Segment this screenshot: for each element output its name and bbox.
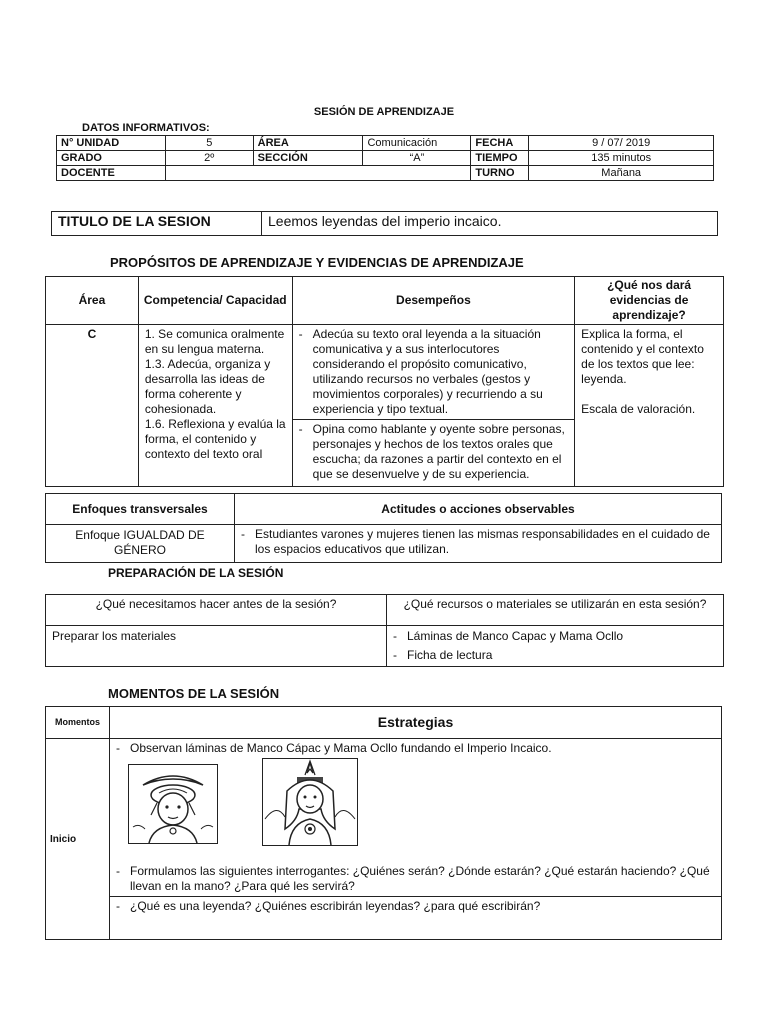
col-evidencias-header: ¿Qué nos dará evidencias de aprendizaje?: [575, 277, 724, 325]
enfoques-header: Enfoques transversales: [46, 494, 235, 525]
tiempo-value: 135 minutos: [529, 151, 714, 166]
bullet-dash: -: [393, 629, 397, 643]
datos-informativos-label: DATOS INFORMATIVOS:: [82, 122, 210, 134]
evidencia-2-text: Escala de valoración.: [581, 402, 696, 416]
info-row-grado: [57, 151, 714, 166]
turno-label: TURNO: [471, 166, 529, 181]
antes-header: ¿Qué necesitamos hacer antes de la sesión?: [46, 595, 387, 626]
col-desempenos-header: Desempeños: [292, 277, 575, 325]
estrategia-2-text: Formulamos las siguientes interrogantes: ¿Quiénes serán? ¿Dónde estarán? ¿Qué estarán haciendo? ¿Qué llevan en la mano? ¿Para qué les servirá?: [130, 864, 710, 893]
info-table: [56, 135, 714, 181]
fecha-label: FECHA: [471, 136, 529, 151]
competencia-item: 1. Se comunica oralmente en su lengua materna.: [144, 327, 285, 356]
estrategia-cell-2: [110, 897, 722, 940]
momentos-table: [45, 706, 722, 940]
area-label: ÁREA: [253, 136, 363, 151]
bullet-dash: -: [298, 327, 303, 341]
info-row-docente: [57, 166, 714, 181]
desempeno-2-text: Opina como hablante y oyente sobre personas, personajes y hechos de los textos orales que escucha; da razones a partir del contexto en el que se desenvuelve y de su experiencia.: [312, 422, 565, 481]
recurso-item: Ficha de lectura: [407, 648, 493, 662]
momento-inicio: Inicio: [46, 739, 110, 940]
area-cell: C: [46, 325, 139, 487]
momentos-heading: MOMENTOS DE LA SESIÓN: [108, 686, 280, 701]
unidad-value: 5: [165, 136, 253, 151]
evidencias-cell: [575, 325, 724, 487]
estrategias-header: Estrategias: [110, 707, 722, 739]
titulo-value: Leemos leyendas del imperio incaico.: [262, 212, 718, 236]
titulo-table: [51, 211, 718, 236]
estrategia-1-text: Observan láminas de Manco Cápac y Mama Ocllo fundando el Imperio Incaico.: [130, 741, 552, 755]
area-value: Comunicación: [363, 136, 471, 151]
evidencia-1-text: Explica la forma, el contenido y el contexto de los textos que lee: leyenda.: [581, 327, 704, 386]
bullet-dash: -: [116, 899, 120, 913]
competencia-item: 1.6. Reflexiona y evalúa la forma, el contenido y contexto del texto oral: [144, 417, 286, 461]
competencia-item: 1.3. Adecúa, organiza y desarrolla las ideas de forma coherente y cohesionada.: [144, 357, 271, 416]
seccion-value: “A”: [363, 151, 471, 166]
fecha-value: 9 / 07/ 2019: [529, 136, 714, 151]
docente-label: DOCENTE: [57, 166, 166, 181]
propositos-heading: PROPÓSITOS DE APRENDIZAJE Y EVIDENCIAS DE APRENDIZAJE: [110, 255, 524, 270]
info-row-unidad: [57, 136, 714, 151]
col-competencia-header: Competencia/ Capacidad: [138, 277, 292, 325]
turno-value: Mañana: [529, 166, 714, 181]
recursos-cell: [387, 626, 724, 667]
momentos-header: Momentos: [46, 707, 110, 739]
grado-value: 2º: [165, 151, 253, 166]
docente-value: [165, 166, 471, 181]
actitudes-header: Actitudes o acciones observables: [235, 494, 722, 525]
bullet-dash: -: [298, 422, 303, 436]
bullet-dash: -: [393, 648, 397, 662]
bullet-dash: -: [116, 864, 120, 878]
unidad-label: N° UNIDAD: [57, 136, 166, 151]
col-area-header: Área: [46, 277, 139, 325]
recursos-header: ¿Qué recursos o materiales se utilizarán en esta sesión?: [387, 595, 724, 626]
bullet-dash: -: [116, 741, 120, 755]
mama-ocllo-illustration: [262, 758, 358, 846]
antes-cell: Preparar los materiales: [46, 626, 387, 667]
enfoques-table: [45, 493, 722, 563]
titulo-label: TITULO DE LA SESION: [52, 212, 262, 236]
desempeno-cell-1: [292, 325, 575, 420]
desempeno-cell-2: [292, 420, 575, 487]
actitud-text: Estudiantes varones y mujeres tienen las mismas responsabilidades en el cuidado de los espacios educativos que utilizan.: [255, 527, 710, 556]
preparacion-table: [45, 594, 724, 667]
seccion-label: SECCIÓN: [253, 151, 363, 166]
competencia-cell: [138, 325, 292, 487]
illustrations-row: [128, 764, 715, 846]
tiempo-label: TIEMPO: [471, 151, 529, 166]
bullet-dash: -: [241, 527, 245, 541]
propositos-table: [45, 276, 724, 487]
grado-label: GRADO: [57, 151, 166, 166]
preparacion-heading: PREPARACIÓN DE LA SESIÓN: [108, 566, 284, 580]
manco-capac-illustration: [128, 764, 218, 844]
desempeno-1-text: Adecúa su texto oral leyenda a la situación comunicativa y a sus interlocutores considerando el propósito comunicativo, utilizando recursos no verbales (gestos y movimientos corporales) y recurriendo a su experiencia y tipo textual.: [312, 327, 543, 416]
document-title: SESIÓN DE APRENDIZAJE: [313, 106, 455, 118]
estrategia-cell-1: [110, 739, 722, 897]
actitud-cell: [235, 525, 722, 563]
estrategia-3-text: ¿Qué es una leyenda? ¿Quiénes escribirán leyendas? ¿para qué escribirán?: [130, 899, 541, 913]
recurso-item: Láminas de Manco Capac y Mama Ocllo: [407, 629, 624, 643]
enfoque-cell: Enfoque IGUALDAD DE GÉNERO: [46, 525, 235, 563]
